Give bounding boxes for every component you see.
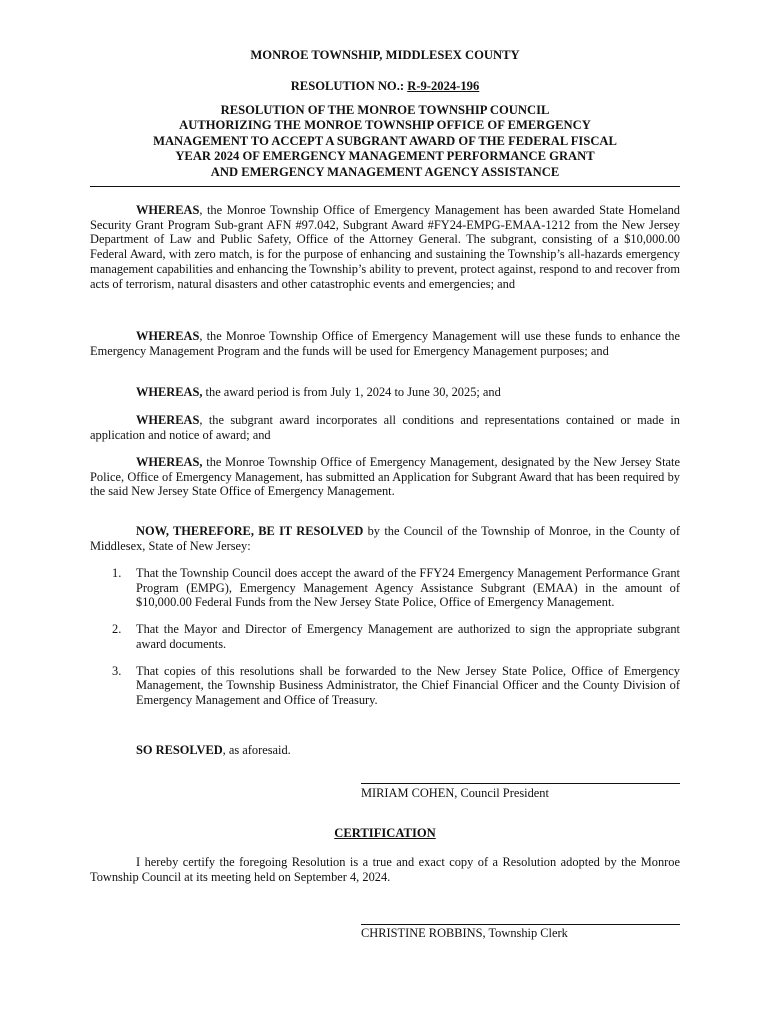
title-line: MANAGEMENT TO ACCEPT A SUBGRANT AWARD OF THE FEDERAL FISCAL: [153, 133, 617, 148]
whereas-paragraph: [90, 203, 680, 291]
whereas-text: the Monroe Township Office of Emergency Management, designated by the New Jersey State Police, Office of Emergency Management, has submitted an Application for Subgrant Award that has been required by the said New Jersey State Office of Emergency Management.: [90, 455, 680, 499]
municipality-heading: MONROE TOWNSHIP, MIDDLESEX COUNTY: [250, 48, 520, 62]
council-president-signature-name: MIRIAM COHEN, Council President: [361, 786, 549, 800]
whereas-paragraph: [90, 413, 680, 442]
township-clerk-signature-name: CHRISTINE ROBBINS, Township Clerk: [361, 926, 568, 940]
certification-heading: CERTIFICATION: [334, 826, 436, 840]
whereas-text: , the Monroe Township Office of Emergency Management will use these funds to enhance the Emergency Management Program and the funds will be used for Emergency Management purposes; and: [90, 329, 680, 358]
title-line: AND EMERGENCY MANAGEMENT AGENCY ASSISTANCE: [210, 164, 560, 179]
whereas-keyword: WHEREAS,: [136, 385, 203, 399]
certification-paragraph: [90, 855, 680, 884]
whereas-paragraph: [90, 455, 680, 499]
whereas-keyword: WHEREAS: [136, 329, 200, 343]
resolved-paragraph: [90, 524, 680, 553]
whereas-keyword: WHEREAS: [136, 413, 200, 427]
whereas-paragraph: [90, 385, 680, 400]
resolution-number-label: RESOLUTION NO.:: [290, 79, 408, 93]
resolved-text: by the Council of the Township of Monroe, in the County of Middlesex, State of New Jersey:: [90, 524, 680, 553]
resolution-items-list: [90, 566, 680, 720]
signature-line: [361, 924, 680, 925]
list-item: [90, 566, 680, 610]
so-resolved-keyword: SO RESOLVED: [136, 743, 223, 757]
list-item-number: 2.: [112, 622, 122, 637]
list-item: [90, 664, 680, 708]
title-line: AUTHORIZING THE MONROE TOWNSHIP OFFICE OF EMERGENCY: [179, 118, 591, 133]
resolution-title: [90, 103, 680, 180]
so-resolved-line: [90, 743, 680, 758]
whereas-paragraph: [90, 329, 680, 358]
list-item-number: 1.: [112, 566, 122, 580]
header-divider: [90, 186, 680, 187]
whereas-text: the award period is from July 1, 2024 to June 30, 2025; and: [202, 385, 501, 399]
resolution-number-line: [90, 79, 680, 94]
list-item-text: That copies of this resolutions shall be forwarded to the New Jersey State Police, Office of Emergency Management, the Township Business Administrator, the Chief Financial Officer and the County Division of Emergency Management and Office of Treasury.: [136, 663, 680, 707]
whereas-keyword: WHEREAS,: [136, 455, 203, 469]
whereas-text: , the Monroe Township Office of Emergency Management has been awarded State Homeland Security Grant Program Sub-grant AFN #97.042, Subgrant Award #FY24-EMPG-EMAA-1212 from the New Jersey Department of Law and Public Safety, Office of the Attorney General. The subgrant, consisting of a $10,000.00 Federal Award, with zero match, is for the purpose of enhancing and sustaining the Township’s all-hazards emergency management capabilities and enhancing the Township’s ability to prevent, protect against, respond to and recover from acts of terrorism, natural disasters and other catastrophic events and emergencies; and: [90, 203, 680, 291]
whereas-keyword: WHEREAS: [136, 203, 200, 217]
title-line: YEAR 2024 OF EMERGENCY MANAGEMENT PERFORMANCE GRANT: [175, 149, 595, 164]
list-item: [90, 622, 680, 651]
so-resolved-text: , as aforesaid.: [222, 743, 291, 757]
list-item-text: That the Mayor and Director of Emergency Management are authorized to sign the appropriate subgrant award documents.: [136, 622, 680, 651]
list-item-number: 3.: [112, 663, 122, 678]
resolution-number: R-9-2024-196: [407, 79, 480, 93]
signature-line: [361, 783, 680, 784]
certification-text: I hereby certify the foregoing Resolution is a true and exact copy of a Resolution adopted by the Monroe Township Council at its meeting held on September 4, 2024.: [90, 855, 680, 884]
list-item-text: That the Township Council does accept the award of the FFY24 Emergency Management Performance Grant Program (EMPG), Emergency Management Agency Assistance Subgrant (EMAA) in the amount of $10,000.00 Federal Funds from the New Jersey State Police, Office of Emergency Management.: [136, 566, 680, 610]
title-line: RESOLUTION OF THE MONROE TOWNSHIP COUNCIL: [220, 103, 550, 117]
resolved-keyword: NOW, THEREFORE, BE IT RESOLVED: [136, 524, 364, 538]
whereas-text: , the subgrant award incorporates all conditions and representations contained or made in application and notice of award; and: [90, 413, 680, 442]
